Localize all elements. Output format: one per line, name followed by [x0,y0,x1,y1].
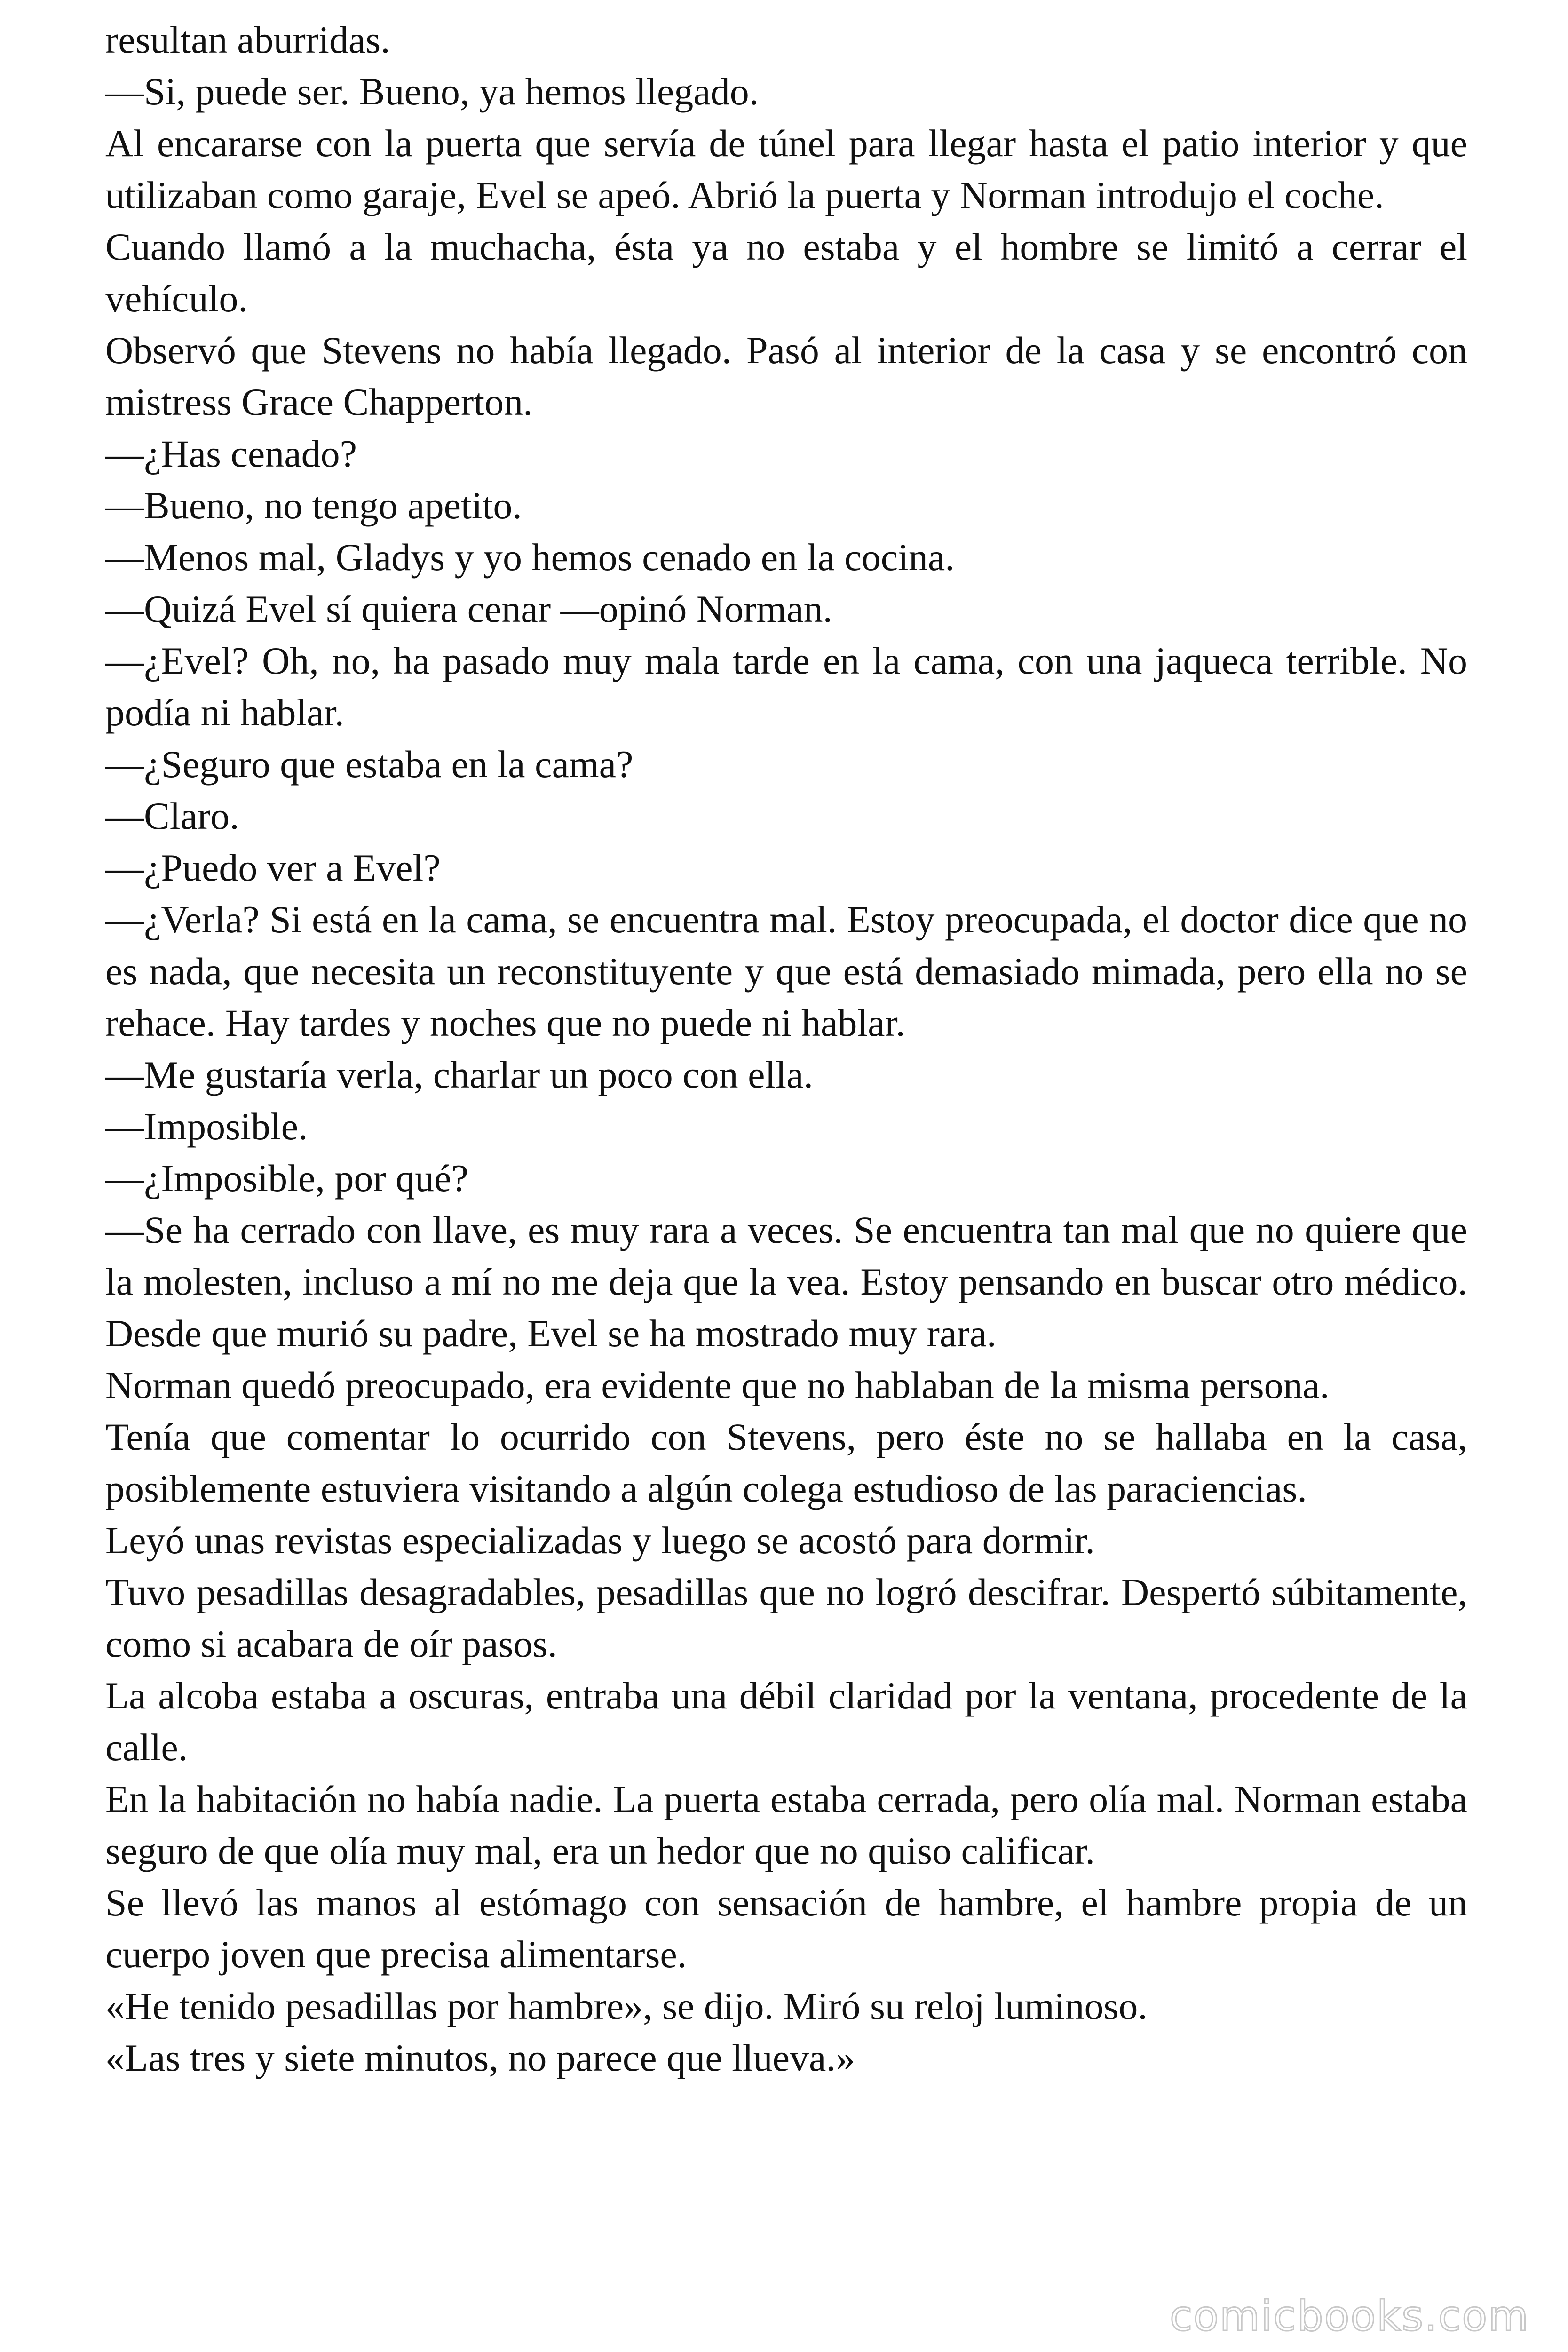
paragraph: resultan aburridas. [105,18,390,61]
paragraph: Leyó unas revistas especializadas y luego se acostó para dormir. [105,1519,1095,1562]
paragraph: —Me gustaría verla, charlar un poco con ella. [105,1053,813,1096]
paragraph: Al encararse con la puerta que servía de túnel para llegar hasta el patio interior y que utilizaban como garaje, Evel se apeó. Abrió la puerta y Norman introdujo el coche. [105,122,1467,216]
paragraph: —¿Seguro que estaba en la cama? [105,743,634,786]
paragraph: En la habitación no había nadie. La puerta estaba cerrada, pero olía mal. Norman estaba seguro de que olía muy mal, era un hedor que no quiso calificar. [105,1778,1467,1872]
paragraph: —Quizá Evel sí quiera cenar —opinó Norman. [105,588,833,630]
paragraph: —¿Has cenado? [105,432,357,475]
paragraph: —¿Verla? Si está en la cama, se encuentra mal. Estoy preocupada, el doctor dice que no es nada, que necesita un reconstituyente y que está demasiado mimada, pero ella no se rehace. Hay tardes y noches que no puede ni hablar. [105,898,1467,1044]
paragraph: —Se ha cerrado con llave, es muy rara a veces. Se encuentra tan mal que no quiere que la molesten, incluso a mí no me deja que la vea. Estoy pensando en buscar otro médico. Desde que murió su padre, Evel se ha mostrado muy rara. [105,1208,1467,1355]
paragraph: Se llevó las manos al estómago con sensación de hambre, el hambre propia de un cuerpo joven que precisa alimentarse. [105,1881,1467,1976]
paragraph: La alcoba estaba a oscuras, entraba una débil claridad por la ventana, procedente de la calle. [105,1674,1467,1769]
paragraph: Norman quedó preocupado, era evidente que no hablaban de la misma persona. [105,1364,1330,1406]
paragraph: —Si, puede ser. Bueno, ya hemos llegado. [105,70,759,113]
paragraph: Tuvo pesadillas desagradables, pesadillas que no logró descifrar. Despertó súbitamente, como si acabara de oír pasos. [105,1571,1467,1665]
paragraph: «He tenido pesadillas por hambre», se dijo. Miró su reloj luminoso. [105,1985,1148,2027]
paragraph: —Claro. [105,795,239,837]
watermark: comicbooks.com [1169,2292,1529,2340]
page-body [105,14,1467,2084]
paragraph: Cuando llamó a la muchacha, ésta ya no estaba y el hombre se limitó a cerrar el vehículo. [105,225,1467,320]
paragraph: «Las tres y siete minutos, no parece que llueva.» [105,2036,855,2079]
paragraph: —Bueno, no tengo apetito. [105,484,522,527]
paragraph: —¿Evel? Oh, no, ha pasado muy mala tarde en la cama, con una jaqueca terrible. No podía ni hablar. [105,639,1467,734]
paragraph: —Menos mal, Gladys y yo hemos cenado en la cocina. [105,536,955,579]
paragraph: Tenía que comentar lo ocurrido con Stevens, pero éste no se hallaba en la casa, posiblemente estuviera visitando a algún colega estudioso de las paraciencias. [105,1415,1467,1510]
paragraph: —¿Puedo ver a Evel? [105,846,441,889]
paragraph: Observó que Stevens no había llegado. Pasó al interior de la casa y se encontró con mistress Grace Chapperton. [105,329,1467,423]
paragraph: —Imposible. [105,1105,308,1148]
paragraph: —¿Imposible, por qué? [105,1157,468,1200]
